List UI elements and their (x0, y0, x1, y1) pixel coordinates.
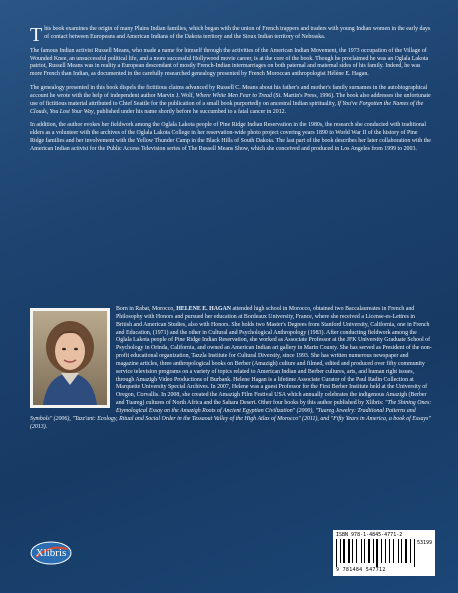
other-books-list: "The Shining Ones: Etymological Essay on the Amazigh Roots of Ancient Egyptian Civilization" (2000), "Tuareg Jewelry: Traditional Patterns and Symbols" (2006), "Tazz'unt: Ecology, Ritual and Social Order in the Tessaout Valley of the High Atlas of Morocco" (2011), and "Fifty Years in America, a book of Essays" (2013). (30, 400, 432, 430)
barcode-bar (393, 539, 394, 563)
barcode-bar (362, 539, 363, 563)
drop-cap: T (30, 24, 43, 46)
barcode-bar (381, 539, 382, 563)
author-bio-text: Born in Rabat, Morocco, HELENE E. HAGAN attended high school in Morocco, obtained two Baccalaureates in French and Philosophy with Honors and pursued her education at Bordeaux University, France, where she received a License-es-Lettres in British and American Studies, also with Honors. She holds two Master's Degrees from Stanford University, California, one in French and Education, (1971) and the other in Cultural and Psychological Anthropology (1983). After conducting fieldwork among the Oglala Lakota people of Pine Ridge Indian Reservation, she worked as Associate Professor at the JFK University Graduate School of Psychology in Orinda, California, and owned an American Indian art gallery in Marin County. She has served as President of the non-profit educational organization, Tazzla Institute for Cultural Diversity, since 1993. She has written numerous newspaper and magazine articles, three anthropological books on Berber (Amazigh) culture and filmed, edited and produced over fifty community service television programs on a variety of topics related to American Indian and Berber cultures, arts, and human right issues, through Amazigh Video Productions of Burbank. Helene Hagan is a lifetime Associate Curator of the Paul Radin Collection at Marquette University Special Archives. In 2007, Helene was a guest Professor for the First Berber Institute held at the University of Oregon, Corvallis. In 2008, she created the Amazigh Film Festival USA which annually celebrates the indigenous Amazigh (Berber and Tuareg) cultures of North Africa and the Sahara Desert. Other four books by this author published by Xlibris: "The Shining Ones: Etymological Essay on the Amazigh Roots of Ancient Egyptian Civilization" (2000), "Tuareg Jewelry: Traditional Patterns and Symbols" (2006), "Tazz'unt: Ecology, Ritual and Social Order in the Tessaout Valley of the High Atlas of Morocco" (2011), and "Fifty Years in America, a book of Essays" (2013). (30, 306, 432, 430)
barcode-bar (414, 539, 415, 567)
barcode-bar (371, 539, 372, 563)
barcode-bar (387, 539, 388, 563)
isbn-barcode (333, 530, 435, 576)
barcode-bar (343, 539, 345, 563)
barcode-bar (376, 539, 378, 567)
barcode-bar (352, 539, 353, 563)
barcode-bar (408, 539, 409, 563)
barcode-bar (395, 539, 396, 563)
barcode-bar (383, 539, 384, 563)
barcode-bar (346, 539, 347, 563)
barcode-bar (411, 539, 412, 563)
barcode-bar (374, 539, 375, 563)
barcode-bar (389, 539, 390, 563)
barcode-bar (399, 539, 400, 563)
description-paragraph-4: In addition, the author evokes her fieldwork among the Oglala Lakota people of Pine Ridge Indian Reservation in the 1980s, the research she conducted with traditional elders as a volunteer with the archives of the Oglala Lakota College in her reservation-wide photo project covering years 1890 to World War II of the history of Pine Ridge families and her involvement with the Yellow Thunder Camp in the Black Hills of South Dakota. The last part of the book describes her later collaboration with the American Indian activist for the Public Access Television series of The Russell Means Show, which she conceived and produced in Los Angeles from 1999 to 2003. (30, 122, 431, 152)
barcode-bar (340, 539, 341, 563)
price-code: 53199 (416, 540, 432, 546)
barcode-bar (364, 539, 365, 563)
barcode-bar (358, 539, 360, 563)
barcode-bar (405, 539, 407, 563)
barcode-digits: 9 781484 547712 (336, 567, 386, 573)
author-photo (30, 308, 110, 408)
publisher-logo: Xlibris (30, 540, 72, 566)
author-portrait-icon (33, 311, 107, 405)
description-paragraph-2: The famous Indian activist Russell Means, who made a name for himself through the activities of the American Indian Movement, the 1973 occupation of the Village of Wounded Knee, an unsuccessful political life, and a more successful Hollywood movie career, is at the core of the book. Though he proclaimed he was an Oglala Lakota patriot, Russell Means was in reality a European descendant of mostly French-Indian intermarriages on both paternal and maternal sides of his family. Indeed, he was more French than Indian, as documented in the carefully researched genealogy presented by French Moroccan anthropologist Hélène E. Hagan. (30, 47, 429, 78)
barcode-bar (350, 539, 351, 563)
book-description (30, 26, 432, 160)
book-title-ref: If You've Forgotten the Names of the Clouds, You Lost Your Way (30, 100, 424, 115)
book-title-ref: Where White Men Fear to Tread (195, 92, 272, 99)
barcode-bar (368, 539, 369, 563)
description-paragraph-3: The genealogy presented in this book dispels the fictitious claims advanced by Russell C. Means about his father's and mother's family surnames in the autobiographical account he wrote with the help of independent author Marvin J. Wolf, Where White Men Fear to Tread (St. Martin's Press, 1996). The book also addresses the unfortunate use of fictitious material attributed to Chief Seattle for the publication of a small book purportedly on ancestral Indian spirituality, If You've Forgotten the Names of the Clouds, You Lost Your Way, published under his name shortly before he succumbed to a fatal cancer in 2012. (30, 85, 431, 115)
author-name: HELENE E. HAGAN (176, 306, 232, 312)
isbn-label: ISBN 978-1-4845-4771-2 (336, 532, 403, 538)
barcode-bar (337, 539, 338, 567)
description-paragraph-1: This book examines the origin of many Plains Indian families, which began with the union of French trappers and traders with young Indian women in the early days of contact between Europeans and American Indians of the Dakota territory and the Sioux Indian territory of Nebraska. (30, 24, 431, 46)
barcode-bar (401, 539, 402, 563)
barcode-bar (356, 539, 357, 563)
